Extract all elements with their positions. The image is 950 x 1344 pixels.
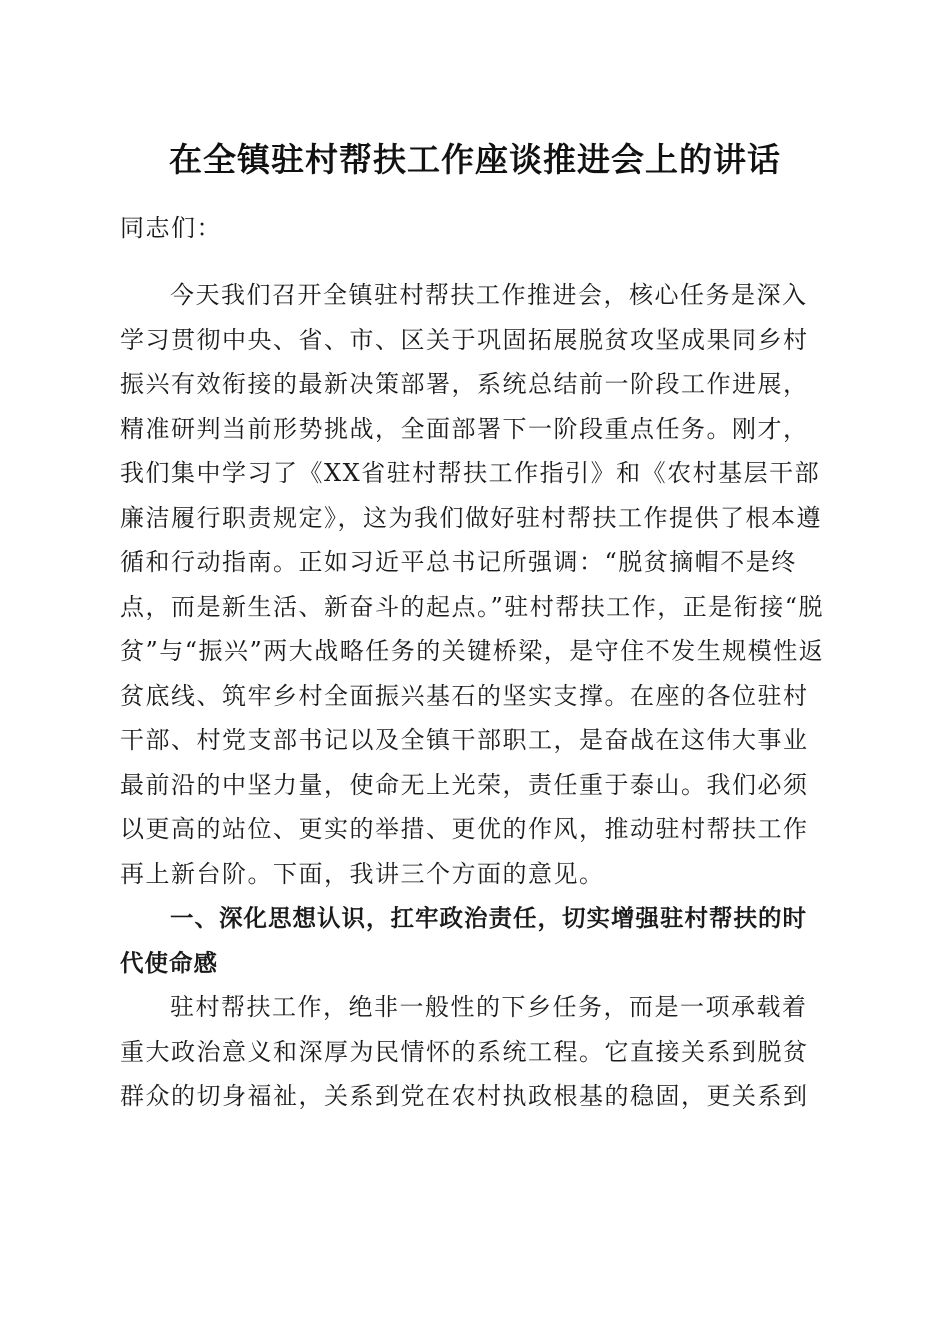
salutation: 同志们： <box>120 214 222 242</box>
document-body <box>120 273 828 1119</box>
section-heading-1: 一、深化思想认识，扛牢政治责任，切实增强驻村帮扶的时代使命感 <box>120 904 807 977</box>
paragraph-section-1: 驻村帮扶工作，绝非一般性的下乡任务，而是一项承载着重大政治意义和深厚为民情怀的系统工程。它直接关系到脱贫群众的切身福祉，关系到党在农村执政根基的稳固，更关系到 <box>120 993 809 1110</box>
document-title: 在全镇驻村帮扶工作座谈推进会上的讲话 <box>169 140 781 179</box>
paragraph-opening: 今天我们召开全镇驻村帮扶工作推进会，核心任务是深入学习贯彻中央、省、市、区关于巩固拓展脱贫攻坚成果同乡村振兴有效衔接的最新决策部署，系统总结前一阶段工作进展，精准研判当前形势挑战，全面部署下一阶段重点任务。刚才，我们集中学习了《XX省驻村帮扶工作指引》和《农村基层干部廉洁履行职责规定》，这为我们做好驻村帮扶工作提供了根本遵循和行动指南。正如习近平总书记所强调：“脱贫摘帽不是终点，而是新生活、新奋斗的起点。”驻村帮扶工作，正是衔接“脱贫”与“振兴”两大战略任务的关键桥梁，是守住不发生规模性返贫底线、筑牢乡村全面振兴基石的坚实支撑。在座的各位驻村干部、村党支部书记以及全镇干部职工，是奋战在这伟大事业最前沿的中坚力量，使命无上光荣，责任重于泰山。我们必须以更高的站位、更实的举措、更优的作风，推动驻村帮扶工作再上新台阶。下面，我讲三个方面的意见。 <box>120 281 825 888</box>
